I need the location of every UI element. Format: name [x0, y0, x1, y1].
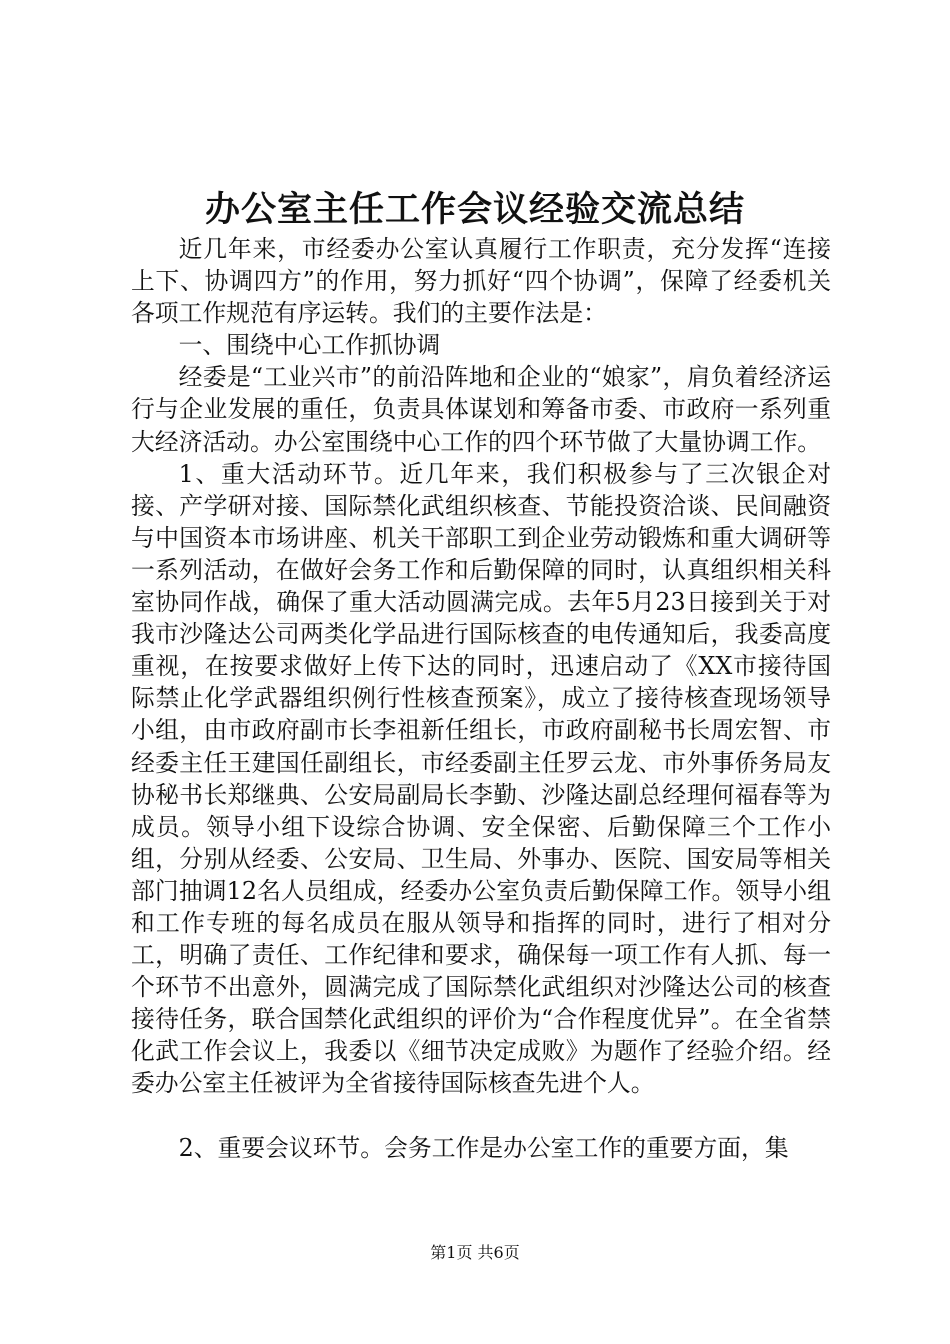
paragraph-item-1: 1、重大活动环节。近几年来，我们积极参与了三次银企对接、产学研对接、国际禁化武组织核查、节能投资洽谈、民间融资与中国资本市场讲座、机关干部职工到企业劳动锻炼和重大调研等一系列活动，在做好会务工作和后勤保障的同时，认真组织相关科室协同作战，确保了重大活动圆满完成。去年5月23日接到关于对我市沙隆达公司两类化学品进行国际核查的电传通知后，我委高度重视，在按要求做好上传下达的同时，迅速启动了《XX市接待国际禁止化学武器组织例行性核查预案》，成立了接待核查现场领导小组，由市政府副市长李祖新任组长，市政府副秘书长周宏智、市经委主任王建国任副组长，市经委副主任罗云龙、市外事侨务局友协秘书长郑继典、公安局副局长李勤、沙隆达副总经理何福春等为成员。领导小组下设综合协调、安全保密、后勤保障三个工作小组，分别从经委、公安局、卫生局、外事办、医院、国安局等相关部门抽调12名人员组成，经委办公室负责后勤保障工作。领导小组和工作专班的每名成员在服从领导和指挥的同时，进行了相对分工，明确了责任、工作纪律和要求，确保每一项工作有人抓、每一个环节不出意外，圆满完成了国际禁化武组织对沙隆达公司的核查接待任务，联合国禁化武组织的评价为“合作程度优异”。在全省禁化武工作会议上，我委以《细节决定成败》为题作了经验介绍。经委办公室主任被评为全省接待国际核查先进个人。	[131, 459, 831, 1098]
section-heading-1: 一、围绕中心工作抓协调	[178, 331, 441, 360]
page-footer: 第1页 共6页	[430, 1243, 520, 1262]
paragraph-item-2: 2、重要会议环节。会务工作是办公室工作的重要方面，集	[178, 1133, 789, 1162]
paragraph-intro: 近几年来，市经委办公室认真履行工作职责，充分发挥“连接上下、协调四方”的作用，努力抓好“四个协调”，保障了经委机关各项工作规范有序运转。我们的主要作法是：	[131, 235, 831, 328]
document-body	[131, 233, 831, 1164]
document-title: 办公室主任工作会议经验交流总结	[204, 189, 745, 230]
paragraph-section-1: 经委是“工业兴市”的前沿阵地和企业的“娘家”，肩负着经济运行与企业发展的重任，负责具体谋划和筹备市委、市政府一系列重大经济活动。办公室围绕中心工作的四个环节做了大量协调工作。	[131, 363, 831, 456]
